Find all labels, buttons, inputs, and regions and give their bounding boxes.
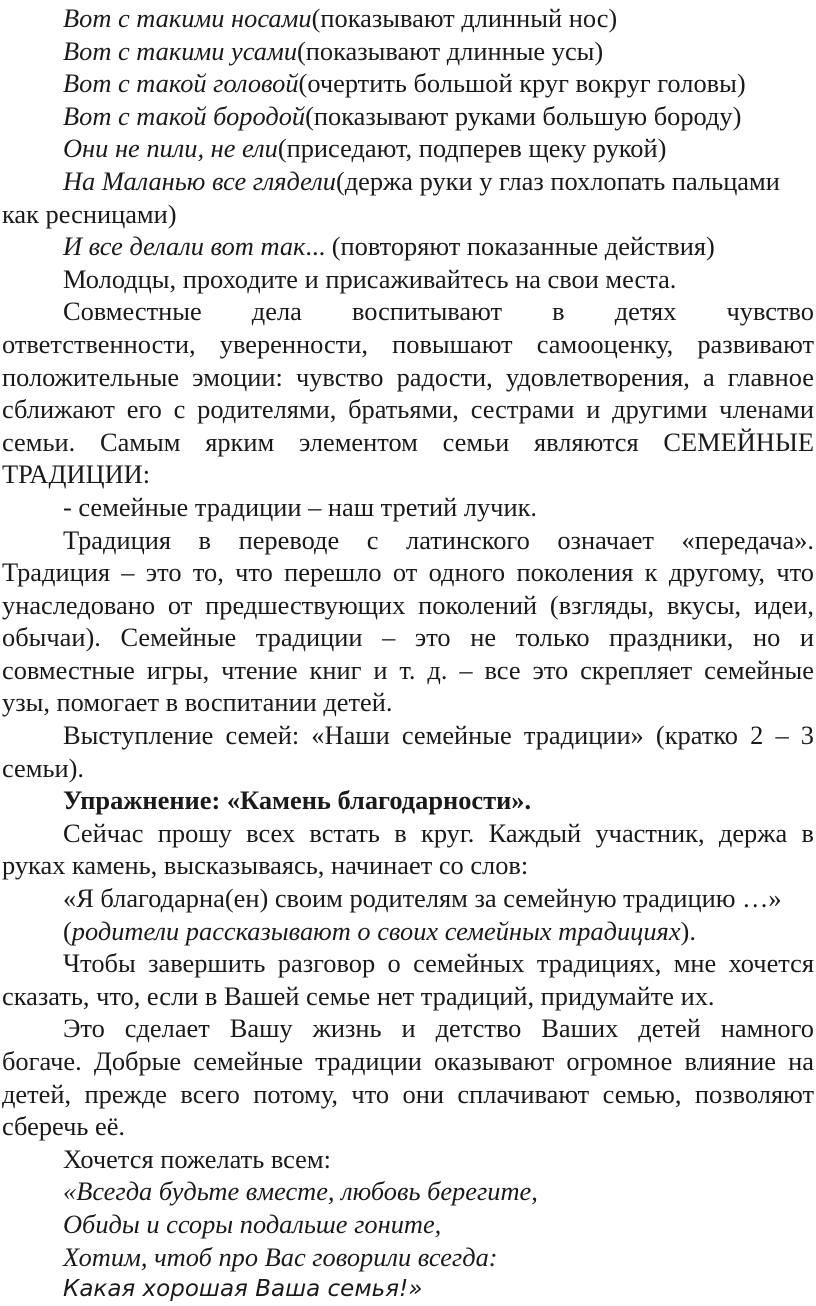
wish-line: Хочется пожелать всем:: [63, 1143, 331, 1174]
paragraph-line: Традиция в переводе с латинского означает «передача».: [63, 524, 814, 555]
paragraph-line: Сейчас прошу всех встать в круг. Каждый участник, держа в: [63, 817, 814, 848]
poem-line: Обиды и ссоры подальше гоните,: [63, 1208, 442, 1239]
rhyme-line-6: На Маланью все глядели(держа руки у глаз похлопать пальцами: [63, 165, 780, 196]
paragraph-line: обычаи). Семейные традиции – это не только праздники, но и: [2, 622, 814, 653]
paragraph-line: узы, помогает в воспитании детей.: [2, 687, 393, 718]
poem-line: Хотим, чтоб про Вас говорили всегда:: [63, 1241, 498, 1272]
dash-line: - семейные традиции – наш третий лучик.: [63, 491, 537, 522]
paragraph-line: положительные эмоции: чувство радости, удовлетворения, а главное: [2, 361, 814, 392]
paragraph-line: совместные игры, чтение книг и т. д. – все это скрепляет семейные: [2, 654, 814, 685]
paragraph-line: унаследовано от предшествующих поколений (взгляды, вкусы, идеи,: [2, 589, 814, 620]
paragraph-line: сближают его с родителями, братьями, сестрами и другими членами: [2, 394, 814, 425]
exercise-heading: Упражнение: «Камень благодарности».: [63, 785, 532, 816]
paragraph-line: Это сделает Вашу жизнь и детство Ваших детей намного: [63, 1013, 814, 1044]
poem-line: Какая хорошая Ваша семья!»: [63, 1276, 423, 1303]
poem-line: «Всегда будьте вместе, любовь берегите,: [63, 1176, 538, 1207]
paragraph-line: семьи. Самым ярким элементом семьи являются СЕМЕЙНЫЕ: [2, 426, 814, 457]
paragraph-line: Совместные дела воспитывают в детях чувство: [63, 296, 814, 327]
paragraph-line: богаче. Добрые семейные традиции оказывают огромное влияние на: [2, 1046, 814, 1076]
paragraph-line: сберечь её.: [2, 1111, 126, 1142]
paragraph-line: ответственности, уверенности, повышают самооценку, развивают: [2, 328, 814, 359]
paragraph-line: Чтобы завершить разговор о семейных традициях, мне хочется: [63, 948, 814, 979]
rhyme-line-1: Вот с такими носами(показывают длинный нос): [63, 3, 618, 33]
rhyme-line-7: И все делали вот так... (повторяют показанные действия): [63, 231, 715, 262]
rhyme-line-6-cont: как ресницами): [2, 198, 177, 229]
paragraph-line: Выступление семей: «Наши семейные традиции» (кратко 2 – 3: [63, 720, 814, 751]
paragraph-line: руках камень, высказываясь, начинает со слов:: [2, 850, 529, 881]
paragraph-line: ТРАДИЦИИ:: [2, 459, 151, 490]
paragraph-line: сказать, что, если в Вашей семье нет традиций, придумайте их.: [2, 980, 715, 1011]
rhyme-line-5: Они не пили, не ели(приседают, подперев щеку рукой): [63, 133, 667, 164]
rhyme-line-3: Вот с такой головой(очертить большой круг вокруг головы): [63, 68, 746, 99]
paragraph-line: детей, прежде всего потому, что они сплачивают семью, позволяют: [2, 1078, 814, 1109]
paragraph-line: семьи).: [2, 752, 84, 783]
paragraph-line: Традиция – это то, что перешло от одного поколения к другому, что: [2, 557, 814, 588]
quote-line: «Я благодарна(ен) своим родителям за семейную традицию …»: [63, 883, 782, 914]
invite-line: Молодцы, проходите и присаживайтесь на свои места.: [63, 263, 677, 294]
rhyme-line-2: Вот с такими усами(показывают длинные усы): [63, 35, 604, 66]
rhyme-line-4: Вот с такой бородой(показывают руками большую бороду): [63, 100, 742, 131]
quote-note-line: (родители рассказывают о своих семейных традициях).: [63, 915, 696, 946]
